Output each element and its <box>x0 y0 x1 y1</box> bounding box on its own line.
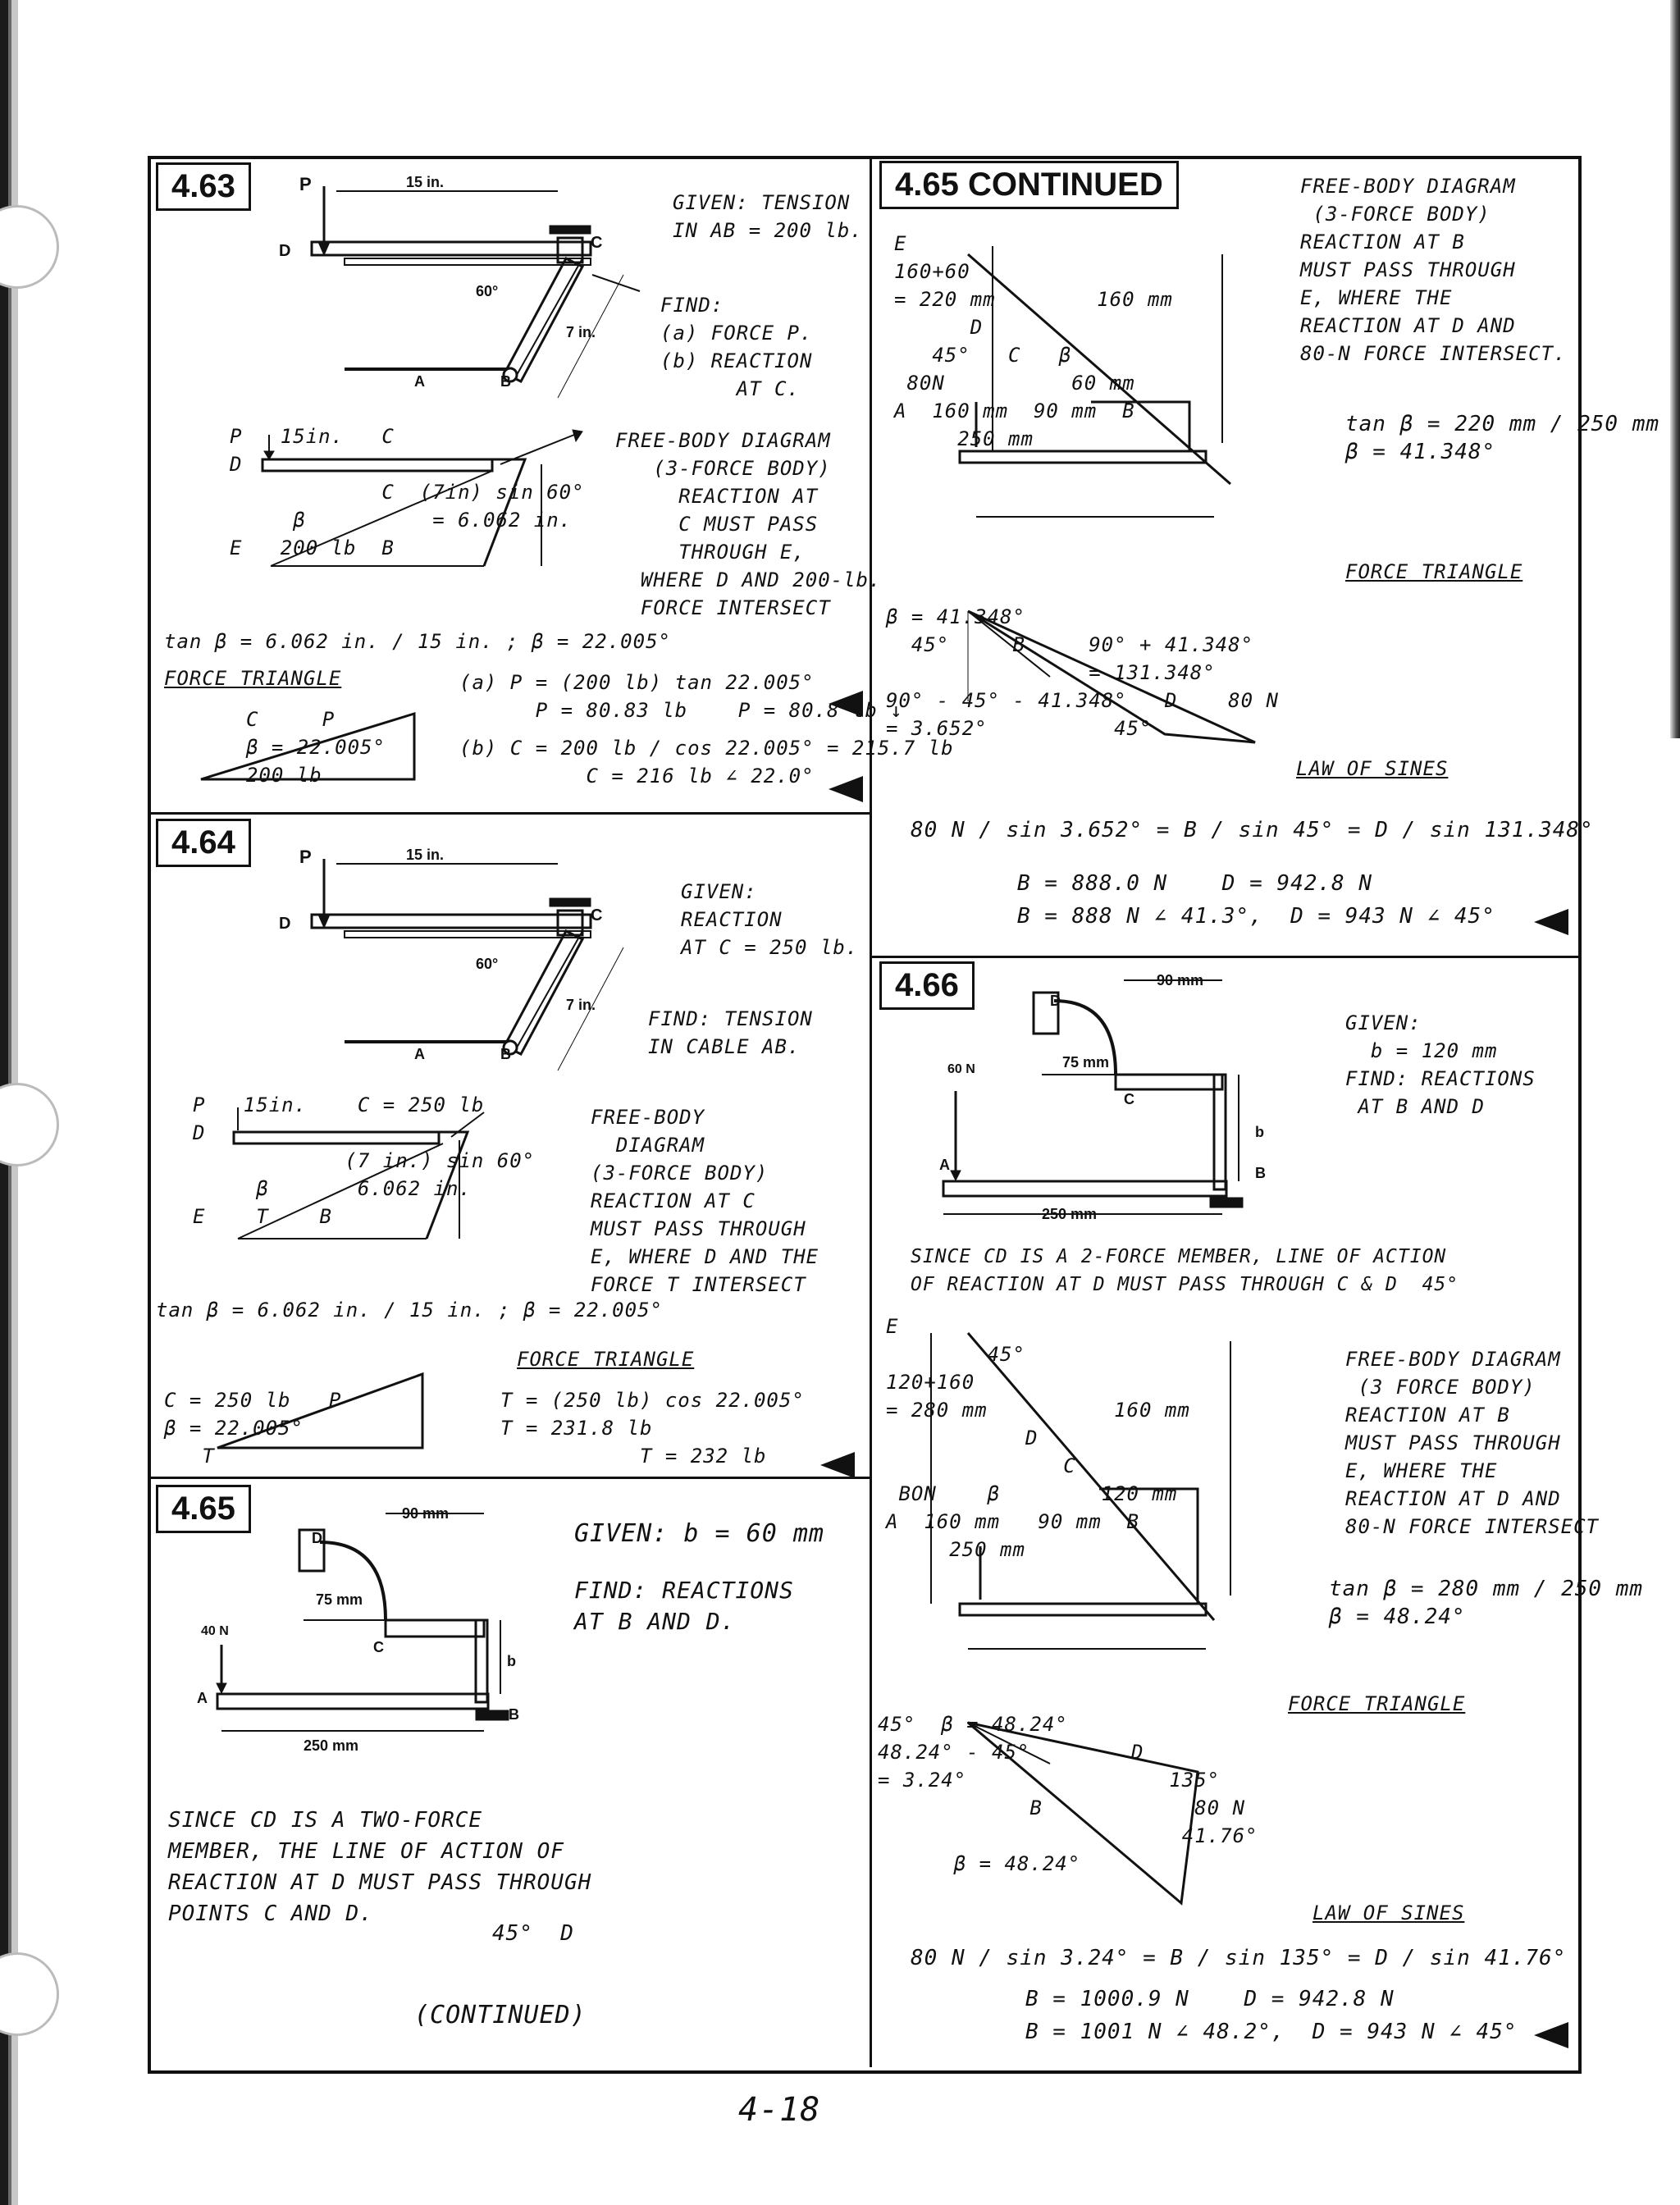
fig-dimension: 75 mm <box>1062 1054 1110 1071</box>
answer-marker-icon <box>820 1452 855 1478</box>
find-text: FIND: TENSION IN CABLE AB. <box>648 1007 813 1058</box>
fig-dimension: 90 mm <box>402 1505 450 1522</box>
triangle-labels: 45° β = 48.24° 48.24° - 45° D = 3.24° 135° B 80 N 41.76° β = 48.24° <box>878 1713 1258 1875</box>
fig-label-c: C <box>591 234 603 252</box>
fig-label-b: B <box>500 373 511 390</box>
law-of-sines-heading: LAW OF SINES <box>1312 1901 1465 1924</box>
fig-label-b: B <box>1255 1165 1266 1181</box>
fig-label-b: B <box>509 1706 519 1723</box>
tan-equation: tan β = 6.062 in. / 15 in. ; β = 22.005° <box>164 630 671 653</box>
fig-dimension: 75 mm <box>316 1591 363 1608</box>
tan-equation: tan β = 280 mm / 250 mm β = 48.24° <box>1329 1577 1644 1629</box>
answer-marker-icon <box>829 776 863 802</box>
punch-hole <box>0 1952 59 2036</box>
given-find-text: GIVEN: b = 120 mm FIND: REACTIONS AT B AND D <box>1345 1011 1536 1118</box>
triangle-labels: C P β = 22.005° 200 lb <box>246 708 386 787</box>
problem-number-463: 4.63 <box>156 162 251 211</box>
final-answer: B = 1001 N ∠ 48.2°, D = 943 N ∠ 45° <box>1025 2020 1518 2044</box>
fig-label-d: D <box>279 242 291 260</box>
sines-equation: 80 N / sin 3.24° = B / sin 135° = D / sin 41.76° <box>911 1946 1567 1970</box>
fig-dimension: 15 in. <box>406 174 445 190</box>
fig-dimension: 7 in. <box>566 324 596 340</box>
triangle-labels: C = 250 lb P β = 22.005° T <box>164 1389 342 1468</box>
fbd-title: FREE-BODY DIAGRAM (3-FORCE BODY) REACTION AT C MUST PASS THROUGH E, WHERE D AND 200-lb. FORCE INTERSECT <box>615 429 882 619</box>
fig-label-c: C <box>591 906 603 924</box>
fig-dimension: b <box>507 1653 516 1669</box>
answer-marker-icon <box>829 691 863 717</box>
section-divider <box>148 1477 871 1479</box>
figure-465 <box>205 1509 558 1739</box>
fig-dimension: 250 mm <box>1042 1206 1098 1222</box>
page-number: 4-18 <box>738 2091 821 2129</box>
fig-label-c: C <box>1124 1091 1134 1107</box>
answer-a: (a) P = (200 lb) tan 22.005° P = 80.83 lb P = 80.8 lb ↓ <box>459 671 903 722</box>
fig-label-c: C <box>373 1639 384 1655</box>
page-edge-shadow <box>1670 0 1680 738</box>
fig-label-a: A <box>197 1690 208 1706</box>
fig-label-p: P <box>299 847 312 867</box>
fig-label-d: D <box>1050 993 1061 1009</box>
fig-label-d: D <box>279 915 291 933</box>
fbd-labels: E 45° 120+160 = 280 mm 160 mm D C BON β 120 mm A 160 mm 90 mm B 250 mm <box>886 1315 1190 1561</box>
result: B = 888.0 N D = 942.8 N <box>1017 871 1372 896</box>
fbd-labels: P 15in. C = 250 lb D (7 in.) sin 60° β 6.062 in. E T B <box>193 1093 536 1228</box>
given-text: GIVEN: REACTION AT C = 250 lb. <box>681 880 859 959</box>
answer-marker-icon <box>1534 2022 1568 2048</box>
sines-equation: 80 N / sin 3.652° = B / sin 45° = D / sin 131.348° <box>911 818 1594 842</box>
fbd-title: FREE-BODY DIAGRAM (3-FORCE BODY) REACTION AT C MUST PASS THROUGH E, WHERE D AND THE FORCE T INTERSECT <box>591 1106 819 1296</box>
fig-label-p: P <box>299 174 312 194</box>
force-triangle-heading: FORCE TRIANGLE <box>1345 560 1523 583</box>
continued-header: 4.65 CONTINUED <box>879 161 1179 209</box>
fig-label-d: D <box>312 1530 322 1546</box>
fig-label-a: A <box>414 1046 425 1062</box>
given-text: GIVEN: TENSION IN AB = 200 lb. <box>673 191 863 242</box>
law-of-sines-heading: LAW OF SINES <box>1296 757 1449 780</box>
tan-equation: tan β = 6.062 in. / 15 in. ; β = 22.005° <box>156 1299 663 1322</box>
angle-note: 45° D <box>492 1921 574 1946</box>
fig-label-a: A <box>414 373 425 390</box>
force-triangle-heading: FORCE TRIANGLE <box>164 667 342 690</box>
fig-dimension: 7 in. <box>566 997 596 1013</box>
answer-marker-icon <box>1534 909 1568 935</box>
continued-label: (CONTINUED) <box>414 2001 587 2029</box>
punch-hole <box>0 205 59 289</box>
problem-number-464: 4.64 <box>156 819 251 867</box>
problem-number-466: 4.66 <box>879 961 975 1010</box>
result: B = 1000.9 N D = 942.8 N <box>1025 1987 1395 2011</box>
section-divider <box>148 812 871 815</box>
tan-equation: tan β = 220 mm / 250 mm β = 41.348° <box>1345 412 1660 464</box>
figure-464 <box>287 849 656 1071</box>
find-text: FIND: (a) FORCE P. (b) REACTION AT C. <box>660 294 813 400</box>
fig-label-b: B <box>500 1046 511 1062</box>
figure-466 <box>927 976 1280 1222</box>
fig-dimension: 250 mm <box>304 1737 359 1754</box>
section-divider <box>870 956 1578 958</box>
force-triangle-heading: FORCE TRIANGLE <box>517 1348 695 1371</box>
fig-dimension: 90 mm <box>1157 972 1204 988</box>
force-triangle-heading: FORCE TRIANGLE <box>1288 1692 1466 1715</box>
fbd-labels: E 160+60 = 220 mm 160 mm D 45° C β 80N 60 mm A 160 mm 90 mm B 250 mm <box>894 232 1173 450</box>
triangle-labels: β = 41.348° 45° B 90° + 41.348° = 131.348° 90° - 45° - 41.348° D 80 N = 3.652° 45° <box>886 605 1279 740</box>
fig-angle: 60° <box>476 283 499 299</box>
fig-dimension: 15 in. <box>406 847 445 863</box>
fig-angle: 60° <box>476 956 499 972</box>
fbd-title: FREE-BODY DIAGRAM (3 FORCE BODY) REACTION AT B MUST PASS THROUGH E, WHERE THE REACTION AT D AND 80-N FORCE INTERSECT <box>1345 1348 1599 1538</box>
two-force-note: SINCE CD IS A 2-FORCE MEMBER, LINE OF ACTION OF REACTION AT D MUST PASS THROUGH C & D 45° <box>911 1246 1459 1295</box>
fig-dimension: b <box>1255 1124 1264 1140</box>
answer: T = (250 lb) cos 22.005° T = 231.8 lb T = 232 lb <box>500 1389 805 1468</box>
answer-b: (b) C = 200 lb / cos 22.005° = 215.7 lb C = 216 lb ∠ 22.0° <box>459 737 954 788</box>
final-answer: B = 888 N ∠ 41.3°, D = 943 N ∠ 45° <box>1017 904 1495 929</box>
fbd-labels: P 15in. C D C (7in) sin 60° β = 6.062 in. E 200 lb B <box>230 425 585 559</box>
punch-hole <box>0 1083 59 1166</box>
fbd-title: FREE-BODY DIAGRAM (3-FORCE BODY) REACTION AT B MUST PASS THROUGH E, WHERE THE REACTION AT D AND 80-N FORCE INTERSECT. <box>1300 175 1567 365</box>
figure-463 <box>287 176 656 398</box>
two-force-note: SINCE CD IS A TWO-FORCE MEMBER, THE LINE OF ACTION OF REACTION AT D MUST PASS THROUGH POINTS C AND D. <box>168 1808 592 1926</box>
given-text: GIVEN: b = 60 mm <box>574 1519 824 1548</box>
fig-label-a: A <box>939 1157 950 1173</box>
problem-number-465: 4.65 <box>156 1485 251 1533</box>
fig-load: 60 N <box>947 1062 975 1076</box>
fig-load: 40 N <box>201 1624 229 1638</box>
find-text: FIND: REACTIONS AT B AND D. <box>574 1577 794 1635</box>
